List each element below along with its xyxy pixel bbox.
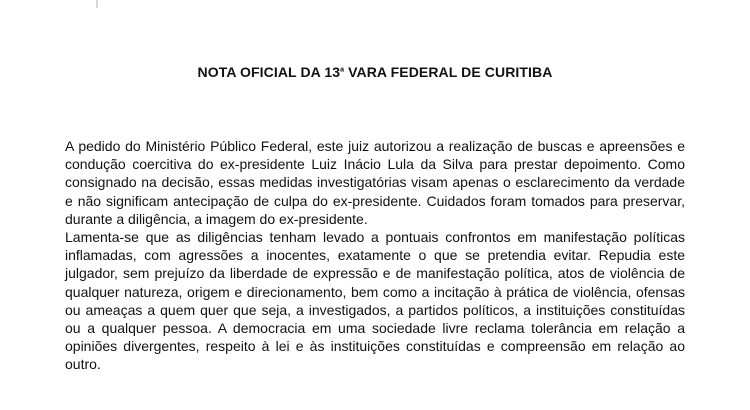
paragraph-investigation: A pedido do Ministério Público Federal, este juiz autorizou a realização de buscas e apreensões e condução coercitiva do ex-presidente Luiz Inácio Lula da Silva para prestar depoimento. Como consignado na decisão, essas medidas investigatórias visam apenas o esclarecimento da verdade e não significam antecipação de culpa do ex-presidente. Cuidados foram tomados para preservar, durante a diligência, a imagem do ex-presidente. [65, 138, 685, 227]
document-body [65, 137, 685, 374]
title-text-end: VARA FEDERAL DE CURITIBA [344, 64, 553, 80]
document-title [0, 63, 750, 81]
page-edge-mark [96, 0, 98, 8]
title-text-start: NOTA OFICIAL DA 13 [197, 64, 341, 80]
paragraph-violence-repudiation: Lamenta-se que as diligências tenham levado a pontuais confrontos em manifestação políticas inflamadas, com agressões a inocentes, exatamente o que se pretendia evitar. Repudia este julgador, sem prejuízo da liberdade de expressão e de manifestação política, atos de violência de qualquer natureza, origem e direcionamento, bem como a incitação à prática de violência, ofensas ou ameaças a quem quer que seja, a investigados, a partidos políticos, a instituições constituídas ou a qualquer pessoa. A democracia em uma sociedade livre reclama tolerância em relação a opiniões divergentes, respeito à lei e às instituições constituídas e compreensão em relação ao outro. [65, 229, 685, 373]
title-ordinal-indicator: a [340, 66, 345, 74]
